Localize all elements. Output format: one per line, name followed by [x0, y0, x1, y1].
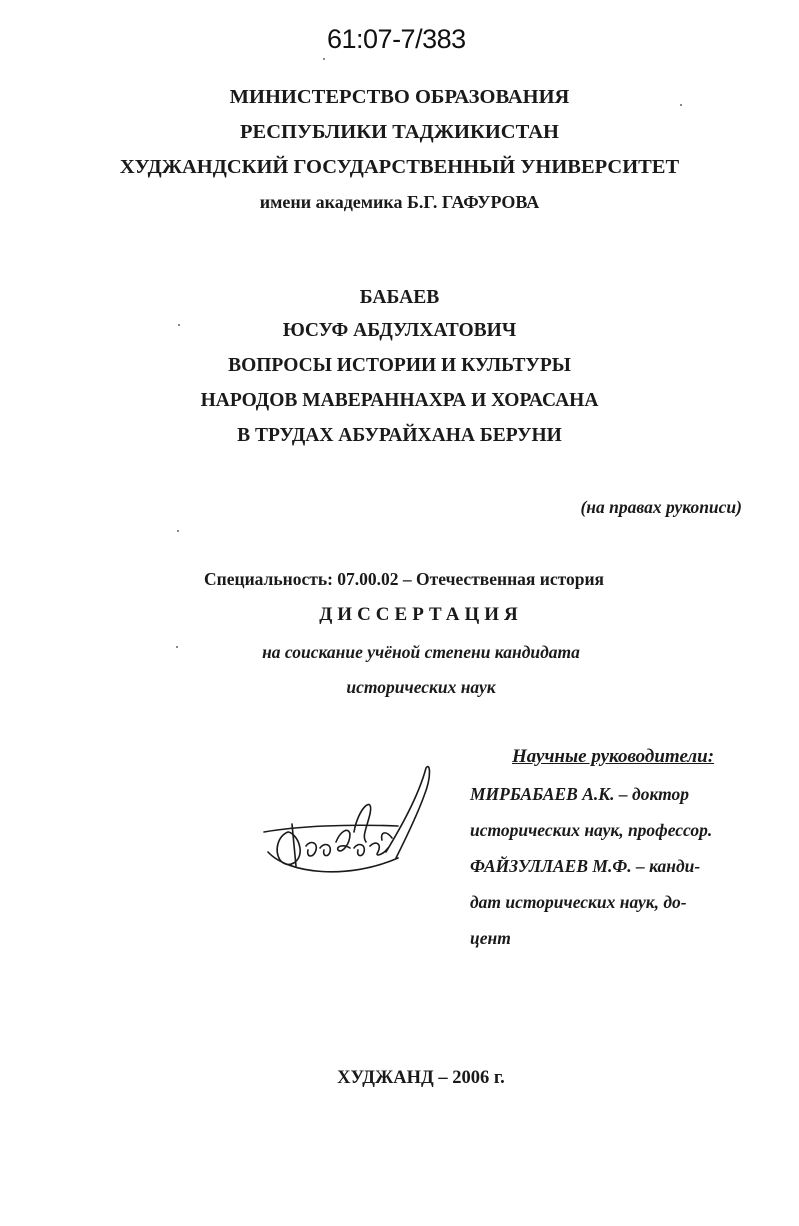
degree-line-2: исторических наук: [346, 677, 496, 697]
advisors-heading: Научные руководители:: [512, 746, 715, 767]
scan-speck: [323, 58, 325, 60]
specialty-line: Специальность: 07.00.02 – Отечественная история: [204, 569, 605, 589]
scan-speck: [680, 104, 682, 106]
thesis-title-line-3: В ТРУДАХ АБУРАЙХАНА БЕРУНИ: [237, 425, 562, 446]
ministry-line-2: РЕСПУБЛИКИ ТАДЖИКИСТАН: [240, 121, 559, 143]
author-name: ЮСУФ АБДУЛХАТОВИЧ: [282, 320, 517, 341]
advisor-line-1: МИРБАБАЕВ А.К. – доктор: [470, 784, 689, 804]
degree-line-1: на соискание учёной степени кандидата: [262, 642, 580, 662]
document-type: ДИССЕРТАЦИЯ: [319, 604, 523, 625]
university-honorific: имени академика Б.Г. ГАФУРОВА: [259, 192, 540, 212]
advisor-line-2: исторических наук, профессор.: [470, 820, 713, 840]
advisor-line-3: ФАЙЗУЛЛАЕВ М.Ф. – канди-: [470, 856, 701, 876]
thesis-title-line-2: НАРОДОВ МАВЕРАННАХРА И ХОРАСАНА: [200, 390, 599, 411]
scan-speck: [177, 530, 179, 532]
advisor-line-4: дат исторических наук, до-: [470, 892, 687, 912]
advisor-line-5: цент: [470, 928, 511, 948]
thesis-title-line-1: ВОПРОСЫ ИСТОРИИ И КУЛЬТУРЫ: [228, 355, 571, 376]
author-surname: БАБАЕВ: [359, 287, 440, 308]
author-signature: [258, 762, 438, 882]
university-name: ХУДЖАНДСКИЙ ГОСУДАРСТВЕННЫЙ УНИВЕРСИТЕТ: [119, 156, 680, 178]
scan-speck: [176, 646, 178, 648]
manuscript-rights-note: (на правах рукописи): [580, 497, 742, 517]
catalog-stamp: 61:07-7/383: [327, 24, 466, 54]
ministry-line-1: МИНИСТЕРСТВО ОБРАЗОВАНИЯ: [229, 86, 570, 108]
scan-speck: [178, 324, 180, 326]
place-and-year: ХУДЖАНД – 2006 г.: [337, 1068, 505, 1088]
